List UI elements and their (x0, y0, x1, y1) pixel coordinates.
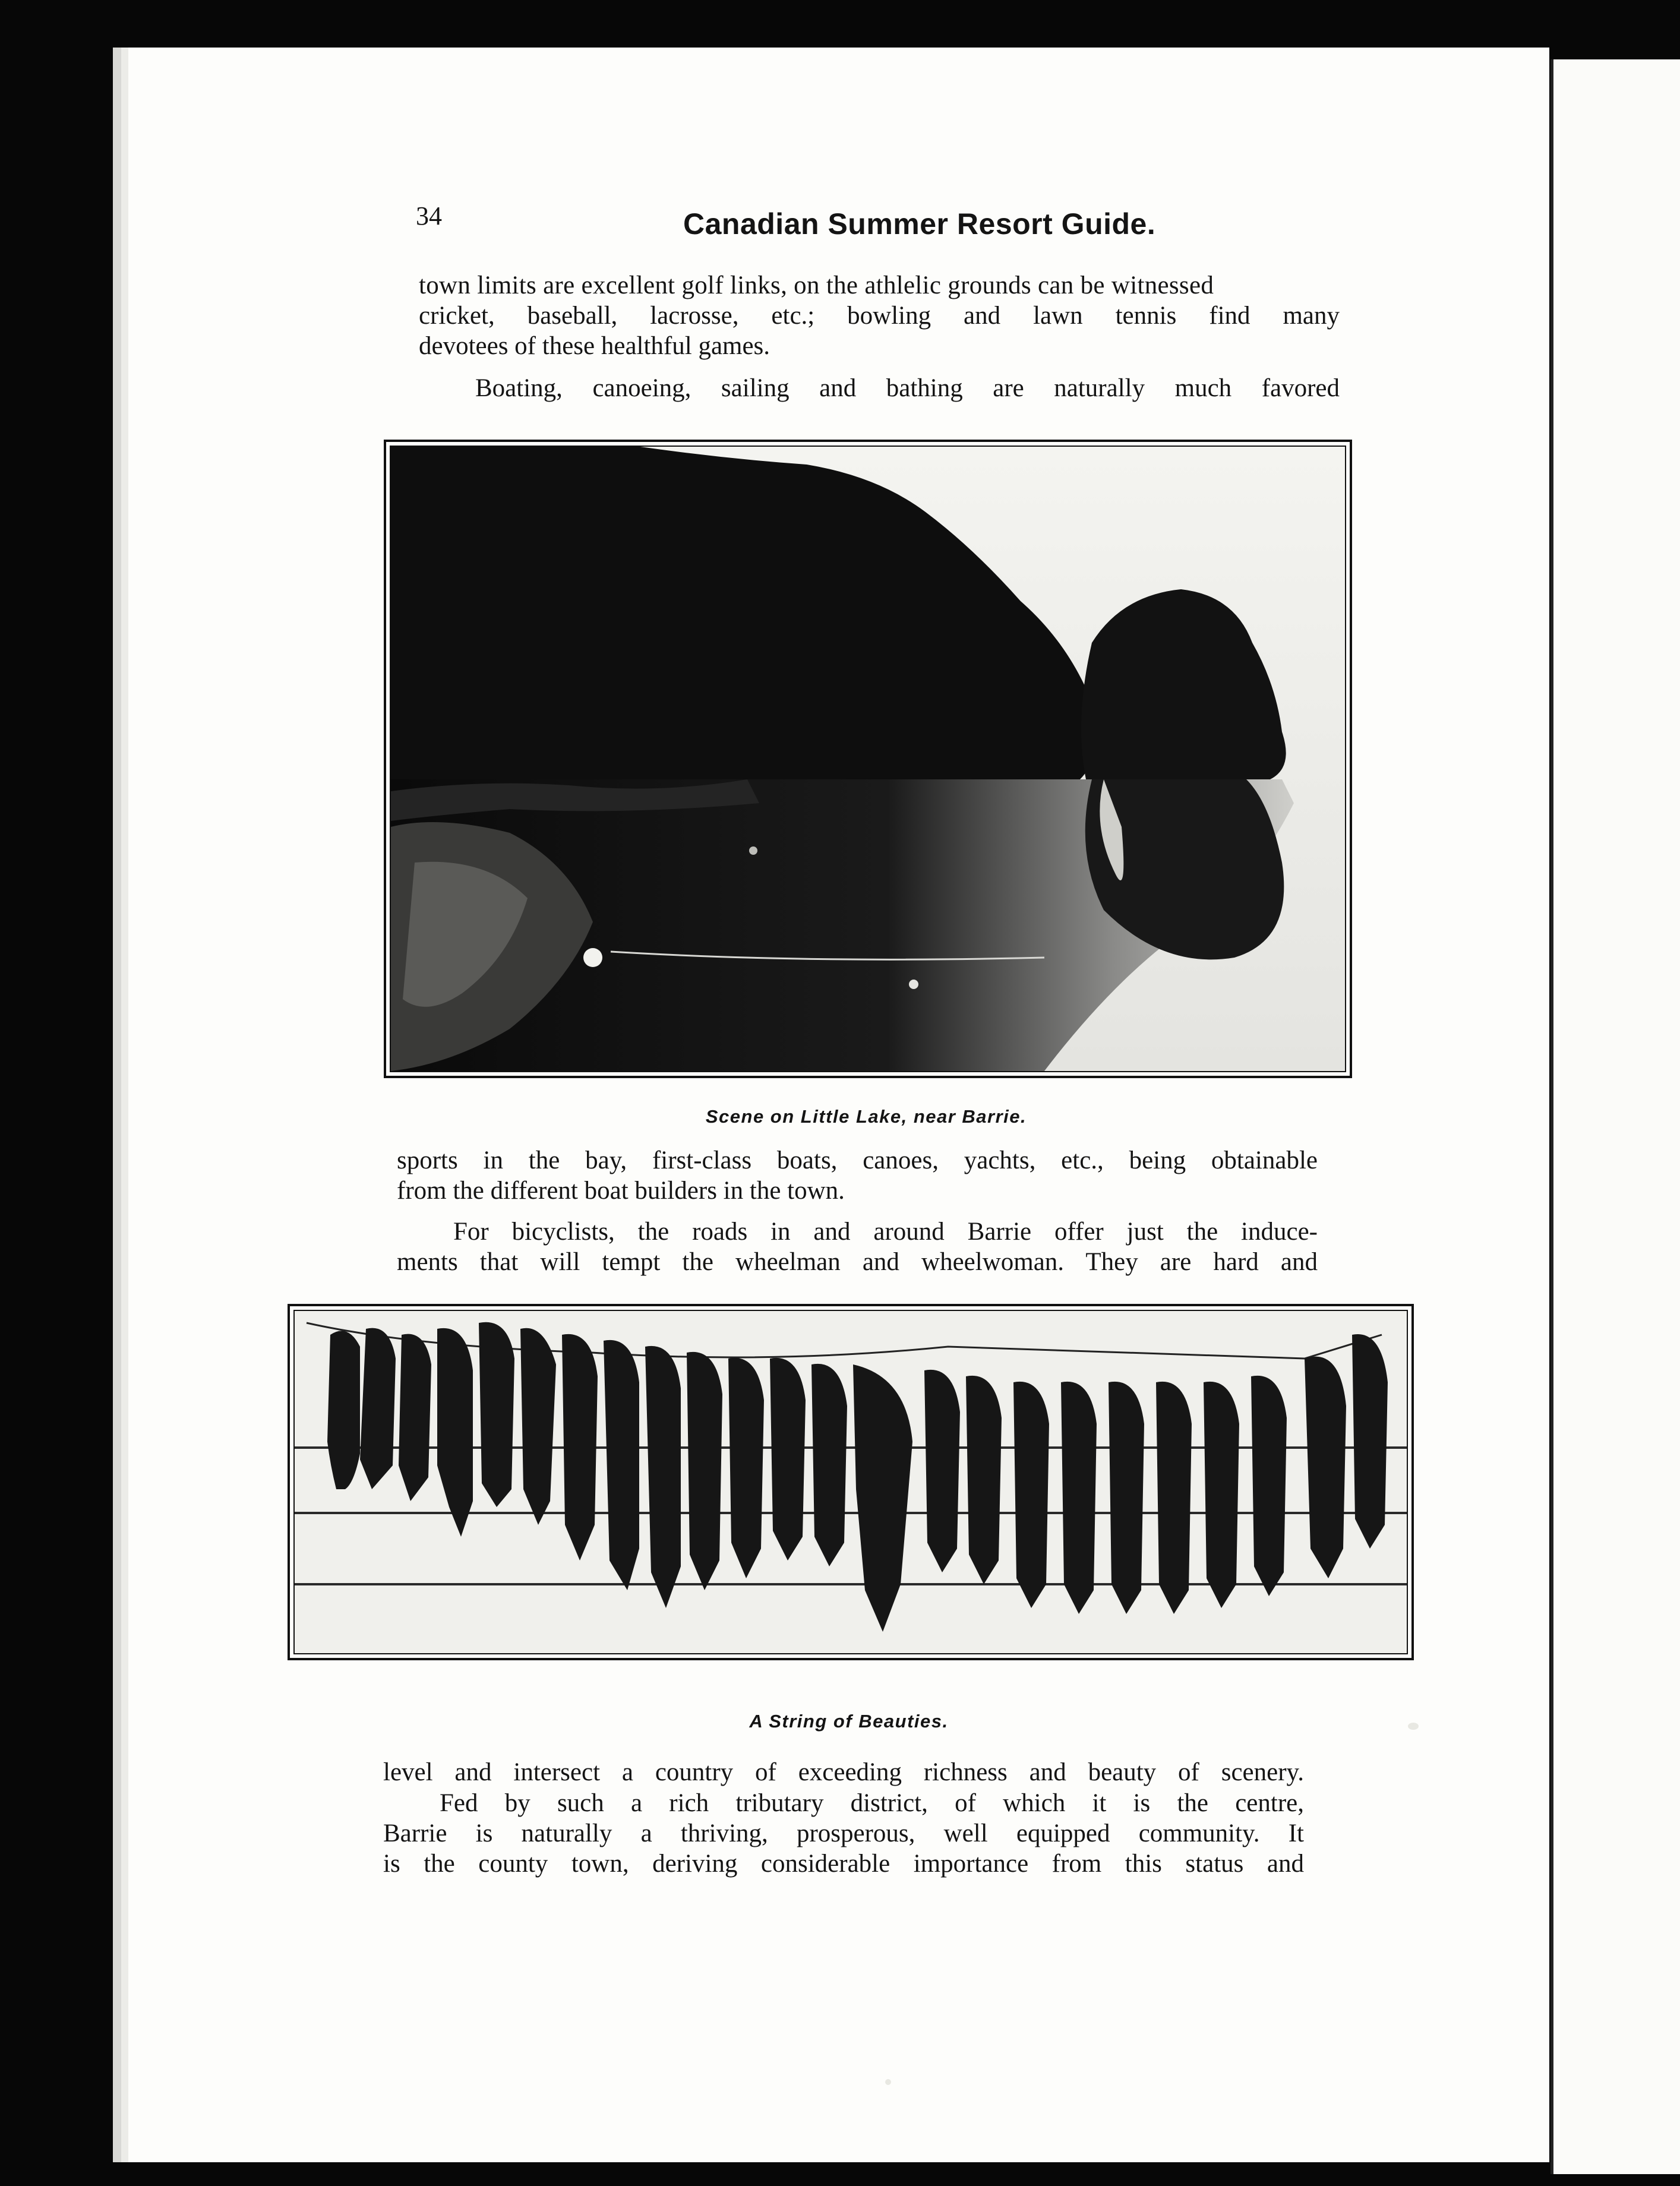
text-line: sports in the bay, first-class boats, canoes, yachts, etc., being obtainable (397, 1146, 1318, 1174)
paper-fleck (885, 2079, 891, 2085)
text-line: Fed by such a rich tributary district, of which it is the centre, (440, 1789, 1304, 1817)
text-line: is the county town, deriving considerable importance from this status and (383, 1850, 1304, 1878)
text-line: Boating, canoeing, sailing and bathing are naturally much favored (475, 374, 1340, 402)
text-line: devotees of these healthful games. (419, 332, 770, 360)
paragraph-boat-builders (397, 1145, 1318, 1206)
text-line: town limits are excellent golf links, on the athlelic grounds can be witnessed (419, 271, 1214, 299)
fish-photo-frame (288, 1304, 1414, 1660)
paragraph-barrie-community (383, 1788, 1304, 1879)
text-line: from the different boat builders in the town. (397, 1177, 845, 1205)
running-title: Canadian Summer Resort Guide. (683, 207, 1156, 241)
text-line: Barrie is naturally a thriving, prosperous, well equipped community. It (383, 1819, 1304, 1847)
lake-photo (390, 446, 1346, 1072)
paragraph-bicyclists (397, 1217, 1318, 1277)
text-line: ments that will tempt the wheelman and wheelwoman. They are hard and (397, 1248, 1318, 1276)
lake-photo-caption: Scene on Little Lake, near Barrie. (705, 1106, 1027, 1127)
text-line: For bicyclists, the roads in and around Barrie offer just the induce- (453, 1218, 1318, 1246)
text-line: cricket, baseball, lacrosse, etc.; bowling and lawn tennis find many (419, 302, 1340, 330)
paragraph-golf-links (419, 270, 1340, 361)
fish-photo (293, 1310, 1408, 1654)
lake-photo-frame (384, 440, 1352, 1078)
fish-photo-caption: A String of Beauties. (749, 1711, 949, 1732)
adjacent-page-edge (1550, 59, 1680, 2174)
paragraph-scenery (383, 1757, 1304, 1787)
page-number: 34 (416, 201, 442, 230)
paragraph-boating (419, 373, 1340, 403)
text-line: level and intersect a country of exceeding richness and beauty of scenery. (383, 1758, 1304, 1786)
